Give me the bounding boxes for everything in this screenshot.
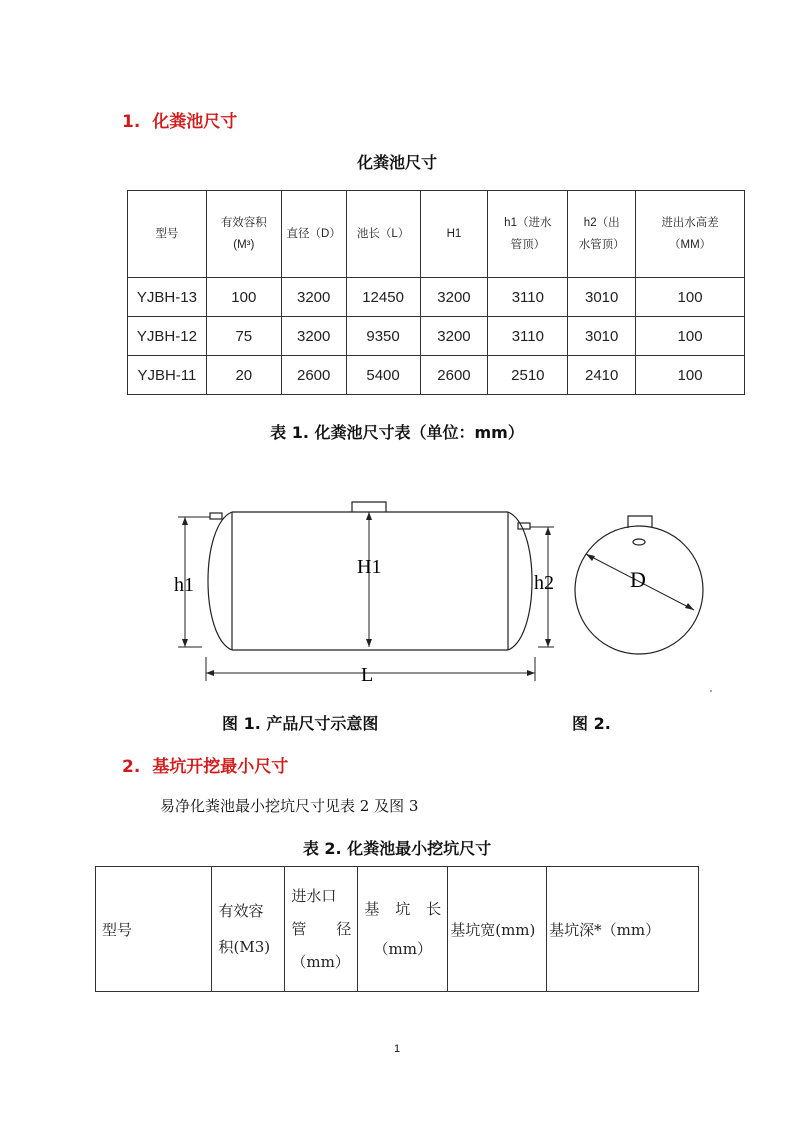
t2-header-pipe [285,867,358,992]
t1-data-cell: 20 [206,356,281,395]
stray-dot [710,690,712,692]
t1-data-row [128,278,745,317]
t1-data-cell: 3200 [281,317,346,356]
t1-data-cell: YJBH-11 [128,356,207,395]
t1-data-cell: 3010 [568,278,636,317]
t1-data-cell: 2510 [488,356,568,395]
label-L: L [361,664,374,686]
t2-header-length-char2: 坑 [395,900,411,918]
t2-header-pipe-line1: 进水口 [291,886,337,905]
t1-header-cell [420,191,488,278]
label-D: D [630,567,646,592]
t1-header-line: h1（进水 [504,217,552,229]
t1-data-cell: 2410 [568,356,636,395]
t1-data-cell: 100 [636,356,745,395]
t1-data-cell: 5400 [346,356,420,395]
section1-title: 化粪池尺寸 [152,112,238,132]
t1-data-cell: 100 [206,278,281,317]
t1-data-cell: 2600 [281,356,346,395]
t1-data-row [128,317,745,356]
t1-header-cell [346,191,420,278]
t2-header-length [358,867,448,992]
t1-data-cell: 3200 [420,278,488,317]
t2-header-pipe-line3: （mm） [291,952,350,971]
tank-side-view-diagram [160,495,580,690]
t1-data-cell: 12450 [346,278,420,317]
figure1-caption: 图 1. 产品尺寸示意图 [222,714,379,733]
t1-data-cell: YJBH-12 [128,317,207,356]
table1-title: 化粪池尺寸 [356,153,437,172]
t2-header-volume-line2: 积(M3) [218,938,271,956]
page-number: 1 [393,1043,401,1055]
t1-header-line: h2（出 [583,217,620,229]
section2-number: 2. [122,757,141,777]
t2-header-model [96,867,212,992]
t1-header-cell [281,191,346,278]
t2-header-pipe-line2 [291,913,351,946]
section2-heading [122,752,288,777]
t1-header-line: （MM） [668,239,712,251]
t1-header-cell [488,191,568,278]
t2-header-depth: 基坑深*（mm） [547,867,699,992]
t2-header-volume [212,867,285,992]
t1-header-line: 进出水高差 [661,217,719,229]
label-h1: h1 [174,574,194,596]
figure2-caption: 图 2. [572,714,611,733]
t1-header-line: 池长（L） [356,228,410,240]
t2-header-length-unit: （mm） [373,940,432,958]
t1-header-line: (M³) [233,239,255,251]
table1 [127,190,745,395]
t2-header-length-char1: 基 [364,900,380,918]
label-h2: h2 [534,572,554,594]
t1-header-cell [568,191,636,278]
table1-caption: 表 1. 化粪池尺寸表（单位：mm） [270,423,524,442]
t1-header-cell [636,191,745,278]
t1-header-line: 管顶） [510,239,546,251]
t1-header-cell [128,191,207,278]
t1-data-cell: 100 [636,278,745,317]
t1-header-cell [206,191,281,278]
t1-header-line: H1 [446,228,462,240]
t2-header-length-line1 [364,889,441,929]
t1-data-cell: 3200 [420,317,488,356]
t1-data-cell: 100 [636,317,745,356]
t1-data-cell: YJBH-13 [128,278,207,317]
section1-heading [122,107,237,132]
t2-header-pipe-char1: 管 [291,919,307,938]
table2 [95,866,699,992]
t1-data-cell: 9350 [346,317,420,356]
t1-header-row [128,191,745,278]
t1-data-cell: 75 [206,317,281,356]
t1-data-cell: 3110 [488,278,568,317]
section1-number: 1. [122,112,141,132]
label-H1: H1 [357,556,382,578]
t1-data-row [128,356,745,395]
t1-data-cell: 3200 [281,278,346,317]
t1-header-line: 直径（D） [286,228,341,240]
t1-header-line: 型号 [155,228,179,240]
section2-intro: 易净化粪池最小挖坑尺寸见表 2 及图 3 [160,797,419,815]
t1-header-line: 有效容积 [220,217,267,229]
t2-header-pipe-char2: 径 [336,919,352,938]
t1-data-cell: 3010 [568,317,636,356]
table2-caption: 表 2. 化粪池最小挖坑尺寸 [302,839,492,858]
t2-header-length-char3: 长 [426,900,442,918]
tank-cross-section-diagram [570,508,720,698]
t1-data-cell: 2600 [420,356,488,395]
t1-header-line: 水管顶） [578,239,625,251]
section2-title: 基坑开挖最小尺寸 [152,757,289,777]
t1-data-cell: 3110 [488,317,568,356]
t2-header-volume-line1: 有效容 [218,902,264,920]
t2-header-model-text: 型号 [102,920,133,939]
t2-header-width: 基坑宽(mm) [448,867,547,992]
